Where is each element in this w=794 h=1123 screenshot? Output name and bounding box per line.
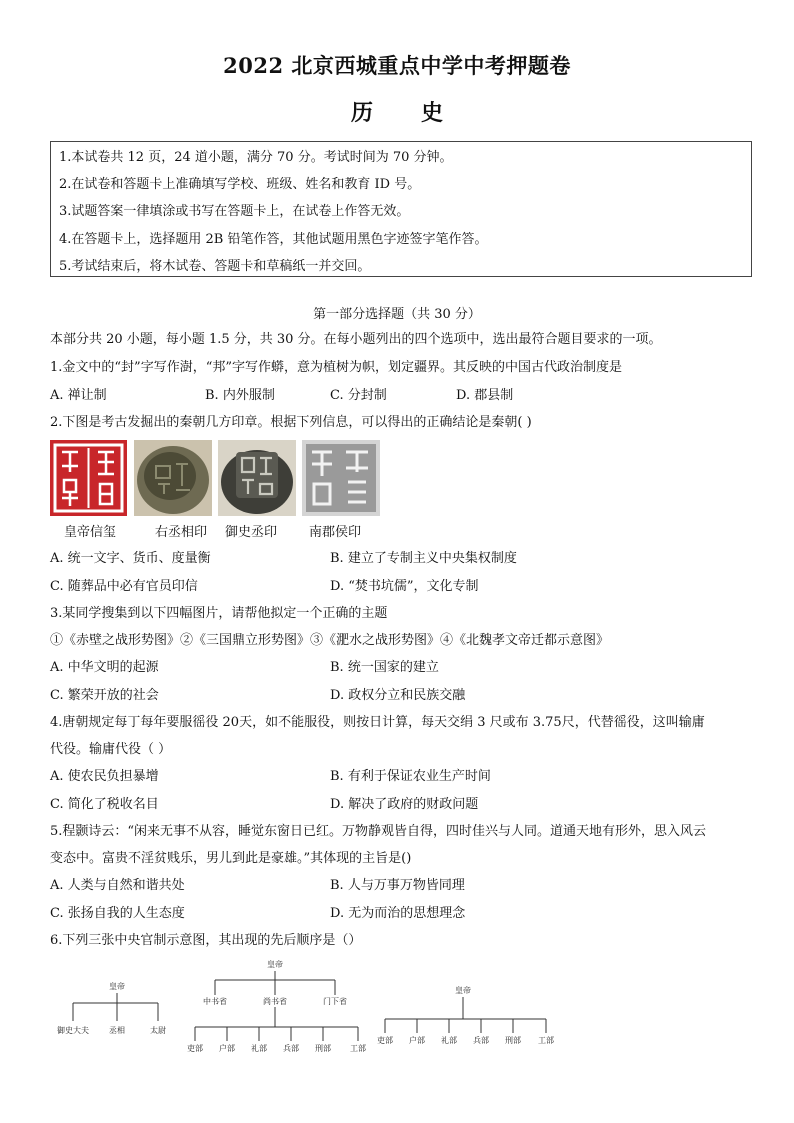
q3-materials: ①《赤壁之战形势图》②《三国鼎立形势图》③《淝水之战形势图》④《北魏孝文帝迁都示意图》 — [50, 633, 610, 648]
official-system-diagrams — [40, 955, 570, 1055]
q1-option-d: D. 郡县制 — [456, 388, 514, 403]
d1-root: 皇帝 — [109, 982, 125, 991]
d3-leaf: 工部 — [538, 1036, 554, 1045]
notice-item: 5.考试结束后，将木试卷、答题卡和草稿纸一并交回。 — [59, 258, 371, 274]
seal-caption: 南郡侯印 — [309, 525, 362, 540]
d2-mid: 尚书省 — [263, 997, 287, 1006]
q4-option-c: C. 简化了税收名目 — [50, 797, 159, 812]
d1-node: 丞相 — [109, 1026, 125, 1035]
page-title: 2022 北京西城重点中学中考押题卷 — [223, 53, 571, 78]
d2-leaf: 兵部 — [283, 1044, 299, 1053]
q2-stem: 2.下图是考古发掘出的秦朝几方印章。根据下列信息，可以得出的正确结论是秦朝( ) — [50, 415, 532, 430]
q4-option-a: A. 使农民负担暴增 — [50, 769, 159, 784]
notice-box — [50, 141, 752, 277]
seal-image-impression — [302, 440, 380, 516]
q5-stem-line2: 变态中。富贵不淫贫贱乐，男儿到此是豪雄。”其体现的主旨是() — [50, 851, 412, 866]
q4-stem-line1: 4.唐朝规定每丁每年要服徭役 20天，如不能服役，则按日计算，每天交绢 3 尺或布 3.75尺，代替徭役，这叫输庸 — [50, 715, 705, 730]
notice-item: 2.在试卷和答题卡上准确填写学校、班级、姓名和教育 ID 号。 — [59, 177, 421, 193]
d3-leaf: 吏部 — [377, 1036, 393, 1045]
d2-leaf: 礼部 — [251, 1044, 267, 1053]
q1-option-b: B. 内外服制 — [205, 388, 275, 403]
subject-title — [0, 96, 794, 127]
q6-stem: 6.下列三张中央官制示意图，其出现的先后顺序是（） — [50, 933, 362, 948]
q5-option-d: D. 无为而治的思想理念 — [330, 906, 466, 921]
d2-leaf: 刑部 — [315, 1044, 331, 1053]
q2-option-a: A. 统一文字、货币、度量衡 — [50, 551, 211, 566]
q3-option-d: D. 政权分立和民族交融 — [330, 688, 466, 703]
subject-text: 历史 — [350, 100, 491, 126]
d3-leaf: 刑部 — [505, 1036, 521, 1045]
section-intro: 本部分共 20 小题，每小题 1.5 分，共 30 分。在每小题列出的四个选项中，选出最符合题目要求的一项。 — [50, 332, 662, 347]
q1-option-c: C. 分封制 — [330, 388, 387, 403]
d3-leaf: 礼部 — [441, 1036, 457, 1045]
q3-option-a: A. 中华文明的起源 — [50, 660, 159, 675]
q2-option-c: C. 随葬品中必有官员印信 — [50, 579, 198, 594]
d2-mid: 中书省 — [203, 997, 227, 1006]
q2-option-b: B. 建立了专制主义中央集权制度 — [330, 551, 517, 566]
seal-image-stone-2 — [218, 440, 296, 516]
d1-node: 太尉 — [150, 1026, 166, 1035]
q4-option-b: B. 有利于保证农业生产时间 — [330, 769, 491, 784]
d2-leaf: 吏部 — [187, 1044, 203, 1053]
seal-image-stone-1 — [134, 440, 212, 516]
d3-leaf: 兵部 — [473, 1036, 489, 1045]
seal-caption: 御史丞印 — [225, 525, 278, 540]
d3-root: 皇帝 — [455, 986, 471, 995]
seal-caption: 右丞相印 — [155, 525, 208, 540]
d2-mid: 门下省 — [323, 997, 347, 1006]
q5-option-c: C. 张扬自我的人生态度 — [50, 906, 185, 921]
q5-option-b: B. 人与万事万物皆同理 — [330, 878, 465, 893]
notice-item: 3.试题答案一律填涂或书写在答题卡上，在试卷上作答无效。 — [59, 204, 410, 220]
d3-leaf: 户部 — [409, 1036, 425, 1045]
d2-leaf: 工部 — [350, 1044, 366, 1053]
notice-item: 1.本试卷共 12 页，24 道小题，满分 70 分。考试时间为 70 分钟。 — [59, 150, 453, 165]
seal-caption: 皇帝信玺 — [64, 525, 117, 540]
q5-option-a: A. 人类与自然和谐共处 — [50, 878, 185, 893]
q3-option-b: B. 统一国家的建立 — [330, 660, 439, 675]
notice-item: 4.在答题卡上，选择题用 2B 铅笔作答，其他试题用黑色字迹签字笔作答。 — [59, 231, 488, 247]
d2-root: 皇帝 — [267, 960, 283, 969]
seal-image-red — [50, 440, 127, 516]
q2-option-d: D. “焚书坑儒”，文化专制 — [330, 579, 479, 594]
q4-stem-line2: 代役。输庸代役（ ） — [50, 742, 172, 757]
q1-option-a: A. 禅让制 — [50, 388, 107, 403]
q1-stem: 1.金文中的“封”字写作澍，“邦”字写作蟒，意为植树为帜，划定疆界。其反映的中国古代政治制度是 — [50, 360, 622, 375]
q4-option-d: D. 解决了政府的财政问题 — [330, 797, 479, 812]
d1-node: 御史大夫 — [57, 1026, 89, 1035]
q5-stem-line1: 5.程颢诗云：“闲来无事不从容，睡觉东窗日已红。万物静观皆自得，四时佳兴与人同。道通天地有形外，思入风云 — [50, 824, 707, 839]
q3-stem: 3.某同学搜集到以下四幅图片，请帮他拟定一个正确的主题 — [50, 606, 388, 621]
q3-option-c: C. 繁荣开放的社会 — [50, 688, 159, 703]
section-heading: 第一部分选择题（共 30 分） — [313, 307, 481, 322]
d2-leaf: 户部 — [219, 1044, 235, 1053]
